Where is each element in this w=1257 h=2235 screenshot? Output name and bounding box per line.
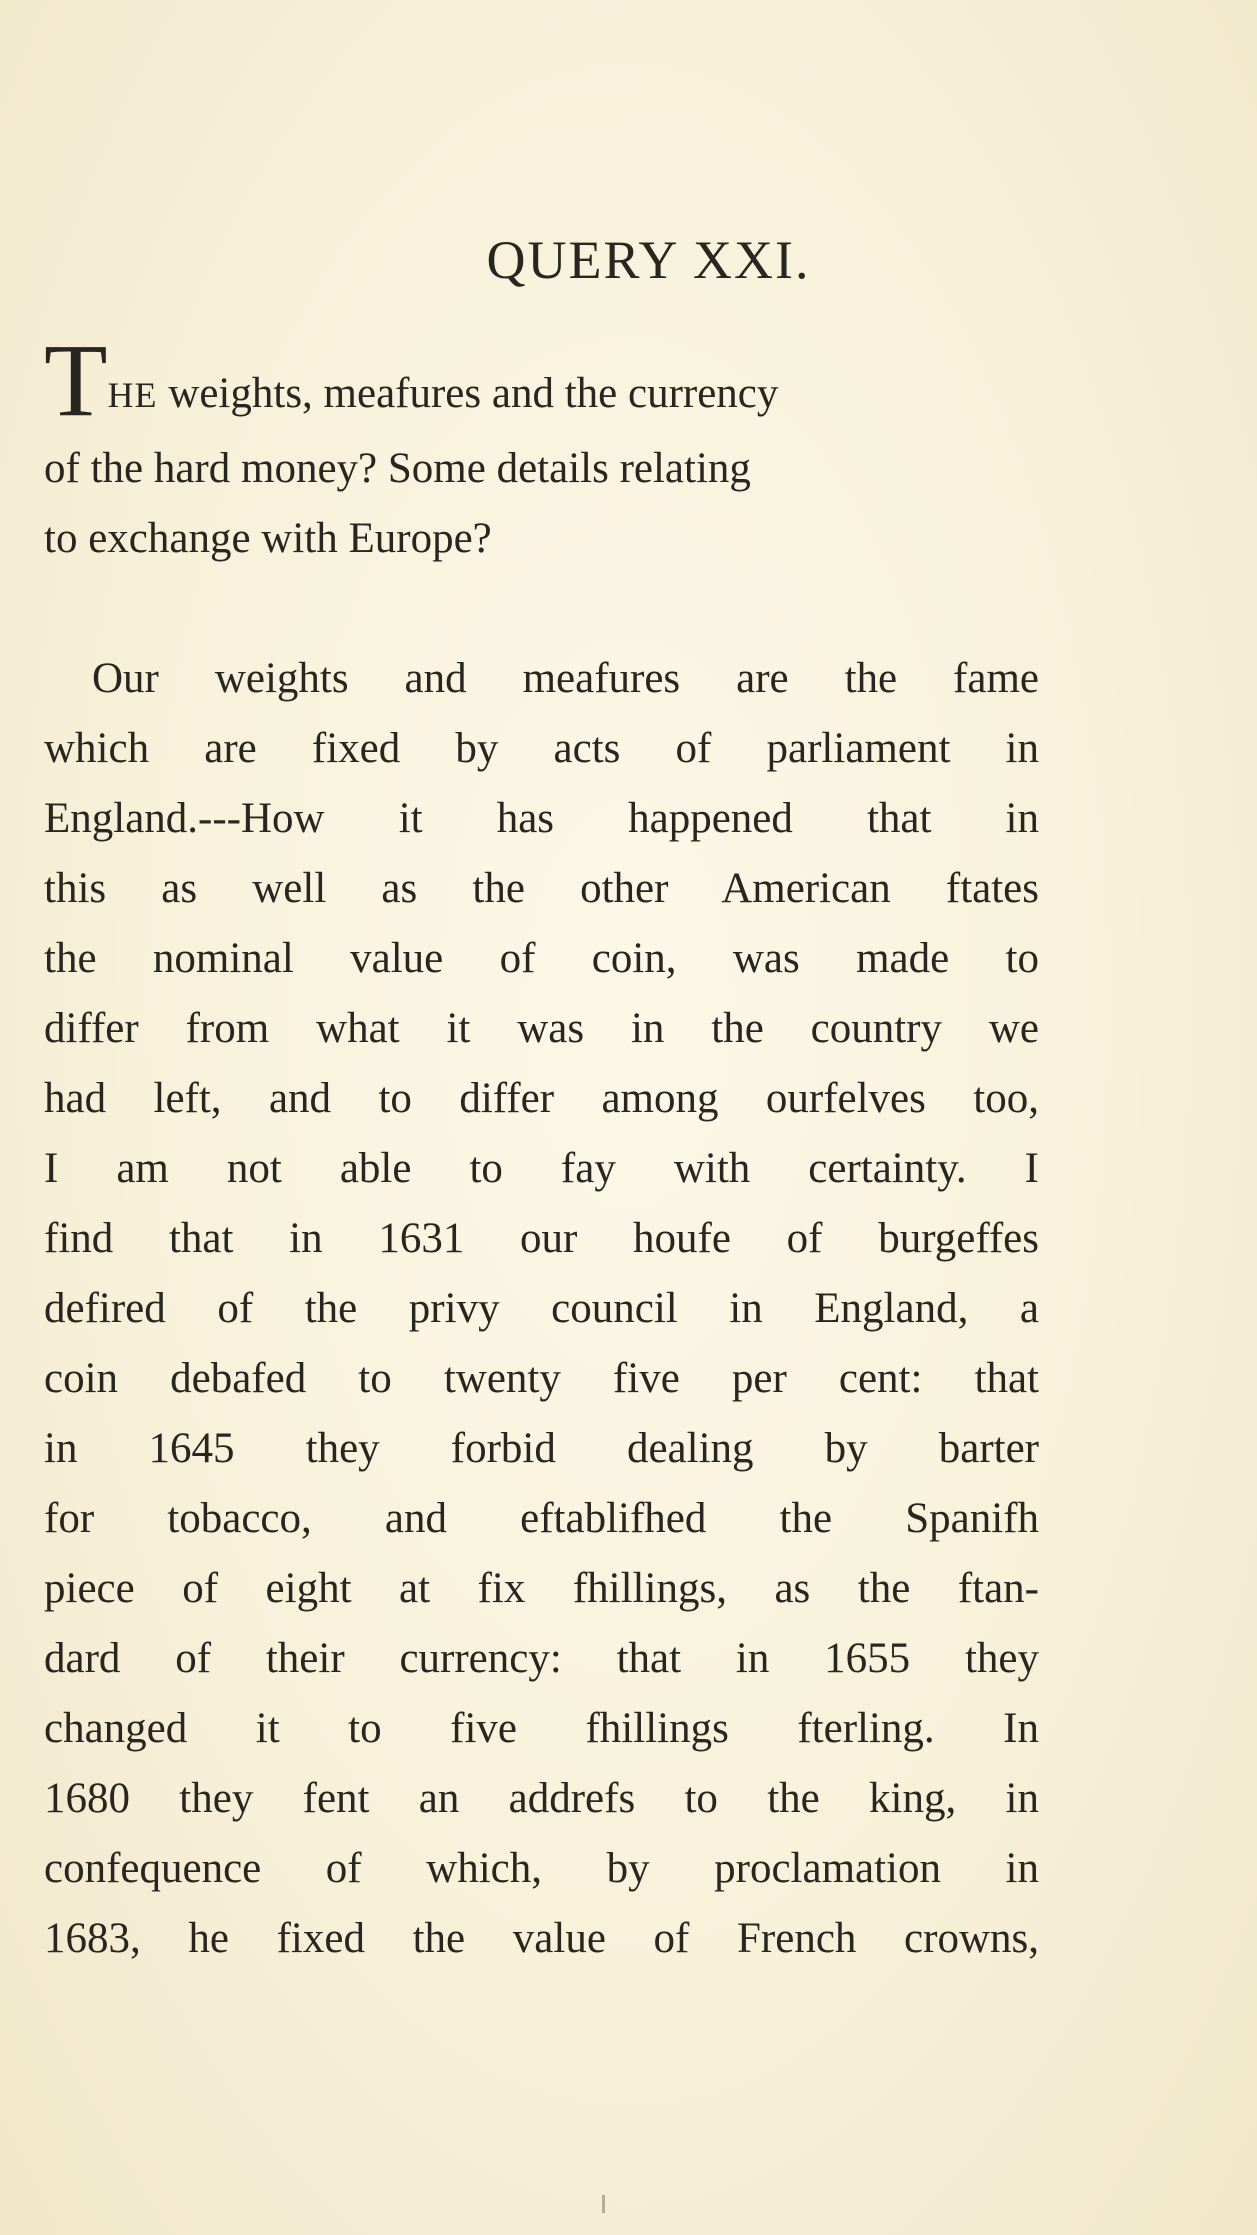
page-title: QUERY XXI.	[486, 230, 811, 290]
paragraph-line: Our weights and meafures are the fame	[92, 655, 1039, 702]
paragraph-line: dard of their currency: that in 1655 they	[44, 1635, 1039, 1682]
paragraph-line: which are fixed by acts of parliament in	[44, 725, 1039, 772]
query-line: to exchange with Europe?	[44, 515, 492, 562]
paragraph-line: the nominal value of coin, was made to	[44, 935, 1039, 982]
query-line: of the hard money? Some details relating	[44, 445, 751, 492]
paragraph-line: differ from what it was in the country we	[44, 1005, 1039, 1052]
page-mark	[602, 2195, 605, 2213]
paragraph-line: defired of the privy council in England, a	[44, 1285, 1039, 1332]
query-line: weights, meafures and the currency	[168, 370, 779, 417]
paragraph-line: I am not able to fay with certainty. I	[44, 1145, 1039, 1192]
paragraph-line: coin debafed to twenty five per cent: that	[44, 1355, 1039, 1402]
paragraph-line: confequence of which, by proclamation in	[44, 1845, 1039, 1892]
drop-cap: T	[44, 323, 108, 438]
paragraph-line: for tobacco, and eftablifhed the Spanifh	[44, 1495, 1039, 1542]
query-text	[44, 323, 1044, 438]
paragraph-line: find that in 1631 our houfe of burgeffes	[44, 1215, 1039, 1262]
paragraph-line: this as well as the other American ftates	[44, 865, 1039, 912]
small-caps: HE	[107, 375, 158, 415]
paragraph-line: changed it to five fhillings fterling. In	[44, 1705, 1039, 1752]
paragraph-line: piece of eight at fix fhillings, as the ftan-	[44, 1565, 1039, 1612]
paragraph-line: in 1645 they forbid dealing by barter	[44, 1425, 1039, 1472]
paragraph-line: 1683, he fixed the value of French crowns,	[44, 1915, 1039, 1962]
paragraph-line: had left, and to differ among ourfelves too,	[44, 1075, 1039, 1122]
paragraph-line: 1680 they fent an addrefs to the king, in	[44, 1775, 1039, 1822]
paragraph-line: England.---How it has happened that in	[44, 795, 1039, 842]
